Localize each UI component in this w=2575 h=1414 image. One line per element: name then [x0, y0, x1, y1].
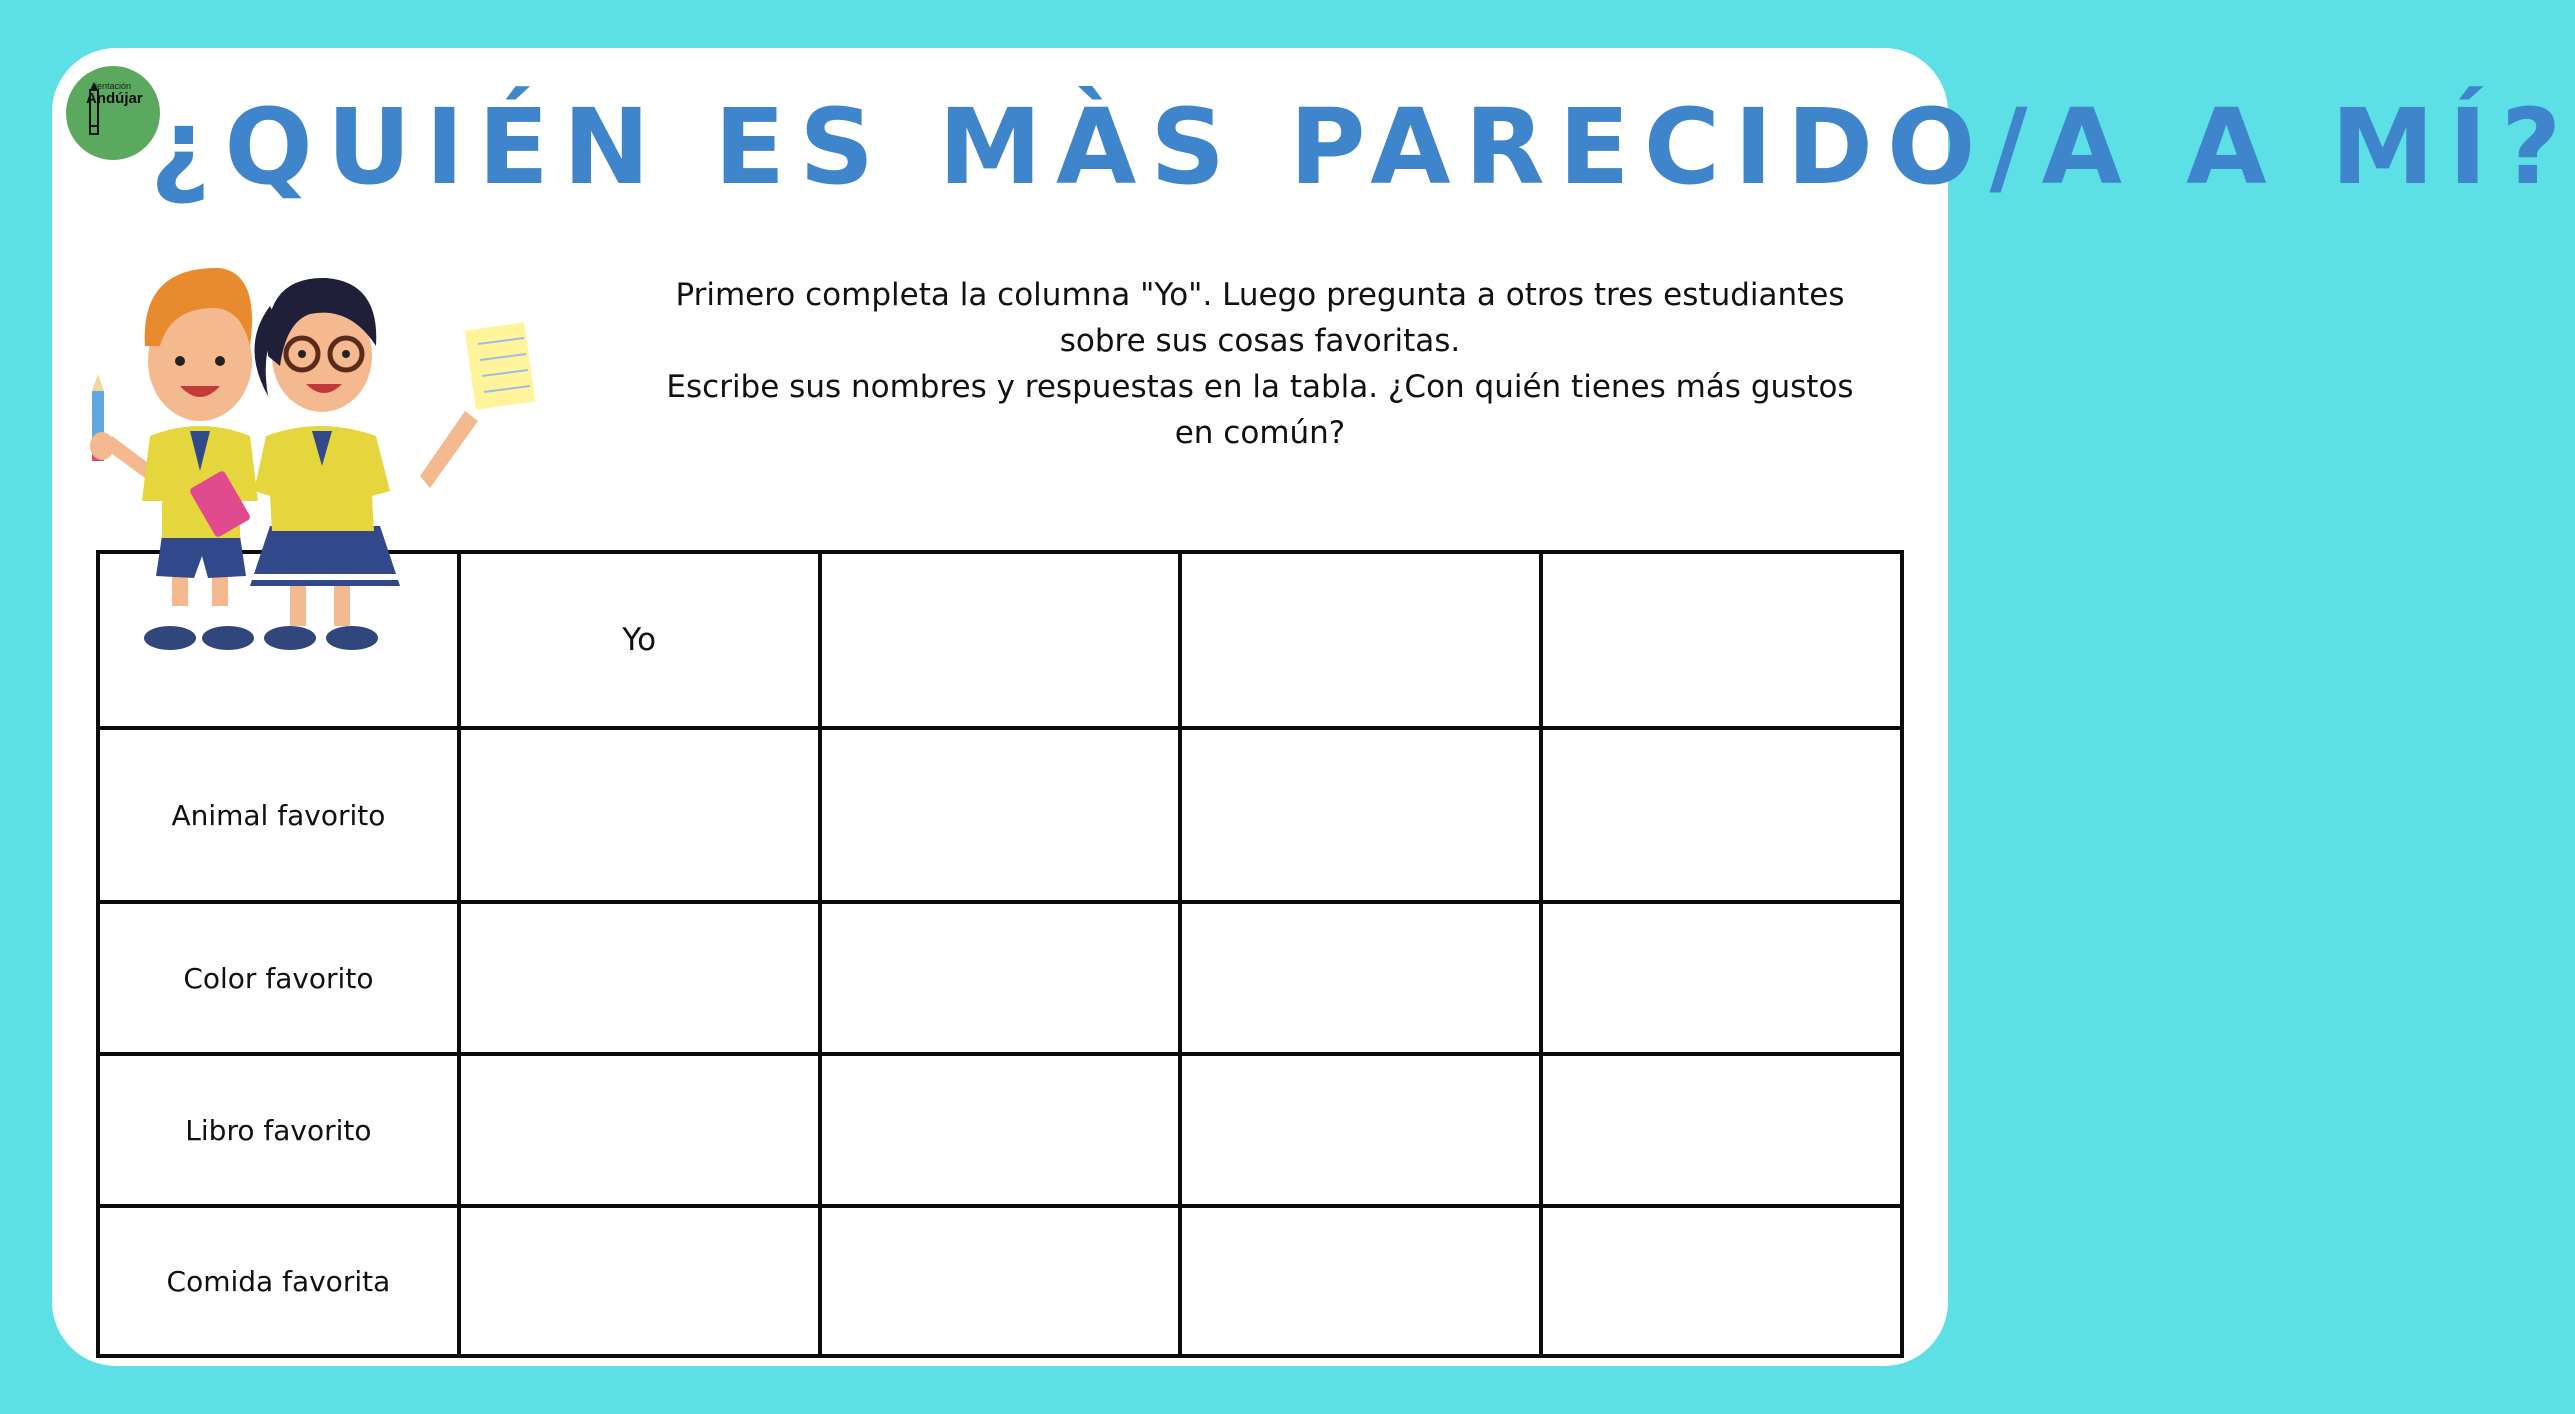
answer-cell[interactable]: [820, 902, 1181, 1054]
logo-small-text: rientación: [92, 81, 132, 91]
table-row: [98, 1054, 1902, 1206]
answer-cell[interactable]: [459, 728, 820, 902]
row-label: Libro favorito: [98, 1054, 459, 1206]
answer-cell[interactable]: [1541, 1054, 1902, 1206]
logo-badge: [66, 66, 160, 160]
two-students-icon: [90, 226, 570, 696]
answer-cell[interactable]: [1541, 1206, 1902, 1356]
logo-name: Andújar: [86, 90, 143, 107]
answer-cell[interactable]: [459, 902, 820, 1054]
answer-cell[interactable]: [820, 1054, 1181, 1206]
table-row: [98, 902, 1902, 1054]
answer-cell[interactable]: [1541, 902, 1902, 1054]
row-label: Color favorito: [98, 902, 459, 1054]
instructions-line: en común?: [1174, 415, 1346, 451]
answer-cell[interactable]: [820, 728, 1181, 902]
answer-cell[interactable]: [459, 1206, 820, 1356]
row-label: Animal favorito: [98, 728, 459, 902]
answer-cell[interactable]: [820, 1206, 1181, 1356]
instructions-line: Primero completa la columna "Yo". Luego pregunta a otros tres estudiantes: [675, 277, 1845, 313]
answer-cell[interactable]: [1180, 728, 1541, 902]
column-header-yo: Yo: [459, 552, 820, 728]
table-row: [98, 1206, 1902, 1356]
boy-figure: [90, 268, 258, 650]
instructions-line: Escribe sus nombres y respuestas en la tabla. ¿Con quién tienes más gustos: [666, 369, 1854, 405]
instructions-line: sobre sus cosas favoritas.: [1059, 323, 1461, 359]
row-label: Comida favorita: [98, 1206, 459, 1356]
page-title: ¿QUIÉN ES MÀS PARECIDO/A A MÍ?: [150, 86, 2575, 208]
answer-cell[interactable]: [1180, 1206, 1541, 1356]
answer-cell[interactable]: [1541, 728, 1902, 902]
table-row: [98, 728, 1902, 902]
column-header-student[interactable]: [1541, 552, 1902, 728]
answer-cell[interactable]: [459, 1054, 820, 1206]
girl-figure: [250, 278, 535, 650]
answer-cell[interactable]: [1180, 1054, 1541, 1206]
column-header-student[interactable]: [820, 552, 1181, 728]
answer-cell[interactable]: [1180, 902, 1541, 1054]
instructions: [660, 272, 1860, 456]
column-header-student[interactable]: [1180, 552, 1541, 728]
